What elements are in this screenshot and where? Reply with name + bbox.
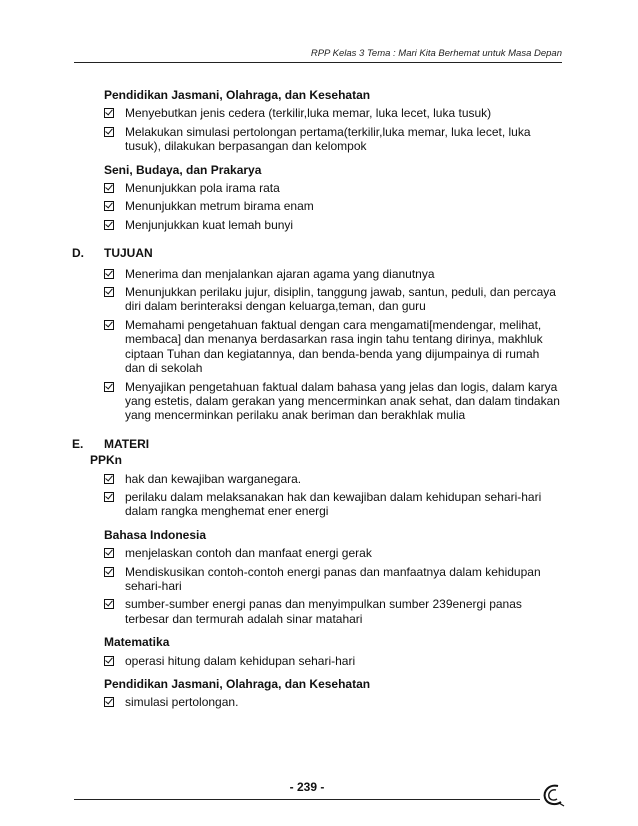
list-item-text: menjelaskan contoh dan manfaat energi gerak xyxy=(125,546,372,561)
list-item xyxy=(104,106,562,120)
section-title: TUJUAN xyxy=(104,246,153,261)
list-item xyxy=(104,285,562,314)
list-item xyxy=(104,380,562,423)
publisher-logo-icon xyxy=(540,782,566,808)
materi-pjok-heading: Pendidikan Jasmani, Olahraga, dan Kesehatan xyxy=(104,677,371,691)
section-tujuan-heading xyxy=(72,246,562,260)
materi-pjok-block xyxy=(72,677,562,710)
list-item-text: Memahami pengetahuan faktual dengan cara mengamati[mendengar, melihat, membaca] dan menanya berdasarkan rasa ingin tahu tentang dirinya, makhluk ciptaan Tuhan dan kegiatannya, dan benda-benda yang dijumpainya di rumah dan di sekolah xyxy=(125,317,543,376)
checked-box-icon xyxy=(104,567,115,576)
materi-matematika-heading: Matematika xyxy=(104,635,170,650)
checked-box-icon xyxy=(104,220,115,229)
checked-box-icon xyxy=(104,287,115,296)
list-item-text: perilaku dalam melaksanakan hak dan kewajiban dalam kehidupan sehari-hari dalam rangka menghemat ener energi xyxy=(125,489,542,519)
section-materi-heading xyxy=(72,437,562,451)
indikator-pjok-heading: Pendidikan Jasmani, Olahraga, dan Kesehatan xyxy=(104,88,371,102)
list-item-text: Menyebutkan jenis cedera (terkilir,luka memar, luka lecet, luka tusuk) xyxy=(125,106,492,121)
section-letter: D. xyxy=(72,246,84,261)
list-item xyxy=(104,654,562,668)
list-item-text: simulasi pertolongan. xyxy=(125,695,239,710)
checked-box-icon xyxy=(104,697,115,706)
list-item xyxy=(104,490,562,519)
tujuan-list xyxy=(72,267,562,423)
list-item xyxy=(104,318,562,376)
list-item-text: sumber-sumber energi panas dan menyimpulkan sumber 239energi panas terbesar dan termurah adalah sinar matahari xyxy=(125,597,522,626)
materi-bahasa-heading: Bahasa Indonesia xyxy=(104,527,207,542)
materi-matematika-block xyxy=(72,635,562,668)
indikator-sbdp-heading: Seni, Budaya, dan Prakarya xyxy=(104,162,262,177)
checked-box-icon xyxy=(104,656,115,665)
list-item xyxy=(104,125,562,154)
list-item xyxy=(104,472,562,486)
checked-box-icon xyxy=(104,269,115,278)
materi-ppkn-heading: PPKn xyxy=(90,453,123,468)
page-content xyxy=(72,88,562,714)
checked-box-icon xyxy=(104,492,115,501)
list-item xyxy=(104,695,562,709)
checked-box-icon xyxy=(104,599,115,608)
list-item-text: Menunjukkan metrum birama enam xyxy=(125,199,314,214)
section-title: MATERI xyxy=(104,436,150,451)
materi-ppkn-list xyxy=(72,472,562,519)
materi-bahasa-block xyxy=(72,528,562,626)
header-divider xyxy=(74,62,562,63)
checked-box-icon xyxy=(104,320,115,329)
list-item xyxy=(104,565,562,594)
checked-box-icon xyxy=(104,108,115,117)
list-item-text: Menunjukkan perilaku jujur, disiplin, tanggung jawab, santun, peduli, dan percaya diri dalam berinteraksi dengan keluarga,teman, dan guru xyxy=(125,285,556,314)
list-item xyxy=(104,181,562,195)
page-number: - 239 - xyxy=(289,780,325,794)
materi-ppkn-block xyxy=(72,453,562,467)
list-item xyxy=(104,218,562,232)
list-item xyxy=(104,597,562,626)
list-item-text: operasi hitung dalam kehidupan sehari-hari xyxy=(125,653,356,668)
footer-divider xyxy=(74,799,540,800)
checked-box-icon xyxy=(104,183,115,192)
list-item xyxy=(104,546,562,560)
list-item xyxy=(104,267,562,281)
checked-box-icon xyxy=(104,474,115,483)
list-item-text: hak dan kewajiban warganegara. xyxy=(125,471,302,486)
list-item-text: Menerima dan menjalankan ajaran agama yang dianutnya xyxy=(125,266,435,281)
list-item-text: Melakukan simulasi pertolongan pertama(terkilir,luka memar, luka lecet, luka tusuk), dilakukan berpasangan dan kelompok xyxy=(125,124,531,154)
page-header-title: RPP Kelas 3 Tema : Mari Kita Berhemat untuk Masa Depan xyxy=(310,48,562,59)
checked-box-icon xyxy=(104,382,115,391)
checked-box-icon xyxy=(104,127,115,136)
list-item-text: Menyajikan pengetahuan faktual dalam bahasa yang jelas dan logis, dalam karya yang estetis, dalam gerakan yang mencerminkan anak sehat, dan dalam tindakan yang mencerminkan perilaku anak beriman dan berakhlak mulia xyxy=(125,379,560,423)
list-item-text: Menunjukkan pola irama rata xyxy=(125,181,280,196)
indikator-pjok-block xyxy=(72,88,562,154)
checked-box-icon xyxy=(104,548,115,557)
list-item-text: Mendiskusikan contoh-contoh energi panas dan manfaatnya dalam kehidupan sehari-hari xyxy=(125,564,541,593)
list-item xyxy=(104,199,562,213)
checked-box-icon xyxy=(104,201,115,210)
indikator-sbdp-block xyxy=(72,163,562,233)
list-item-text: Menjunjukkan kuat lemah bunyi xyxy=(125,217,294,232)
section-letter: E. xyxy=(72,436,84,451)
